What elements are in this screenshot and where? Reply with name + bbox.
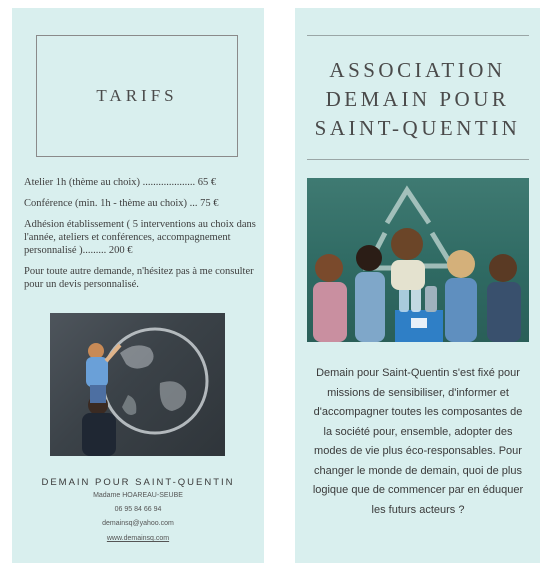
globe-chalk-image: [50, 313, 225, 456]
children-recycling-photo: [307, 178, 529, 342]
tarifs-panel: [12, 8, 264, 563]
price-conference: Conférence (min. 1h - thème au choix) ... 75 €: [24, 198, 219, 209]
association-description: Demain pour Saint-Quentin s'est fixé pour missions de sensibiliser, d'informer et d'accompagner toutes les composantes de la société pour, ensemble, adopter des modes de vie plus éco-responsables. Pour changer le monde de demain, quoi de plus logique que de commencer par en éduquer les futurs acteurs ?: [312, 367, 524, 516]
contact-email[interactable]: demainsq@yahoo.com: [102, 520, 174, 527]
association-panel: [295, 8, 540, 563]
title-line-1: ASSOCIATION: [329, 58, 506, 82]
tarifs-title: TARIFS: [96, 86, 178, 105]
price-atelier: Atelier 1h (thème au choix) .................... 65 €: [24, 177, 217, 188]
title-line-2: DEMAIN POUR: [325, 87, 510, 111]
recycling-kids-image: [307, 178, 529, 342]
tarifs-title-box: [36, 35, 238, 157]
title-line-3: SAINT-QUENTIN: [314, 116, 521, 140]
children-drawing-globe-photo: [50, 313, 225, 456]
divider-bottom: [307, 159, 529, 160]
price-adhesion: Adhésion établissement ( 5 interventions au choix dans l'année, ateliers et conférences, accompagnement personnalisé )......... 200 €: [24, 219, 256, 256]
organization-name: DEMAIN POUR SAINT-QUENTIN: [41, 477, 235, 488]
contact-phone: 06 95 84 66 94: [114, 506, 162, 513]
price-other-request: Pour toute autre demande, n'hésitez pas à me consulter pour un devis personnalisé.: [24, 266, 254, 290]
website-link[interactable]: www.demainsq.com: [106, 535, 170, 542]
divider-top: [307, 35, 529, 36]
association-title: [295, 56, 540, 143]
contact-person: Madame HOAREAU-SEUBE: [93, 492, 183, 499]
price-list: [24, 176, 260, 299]
